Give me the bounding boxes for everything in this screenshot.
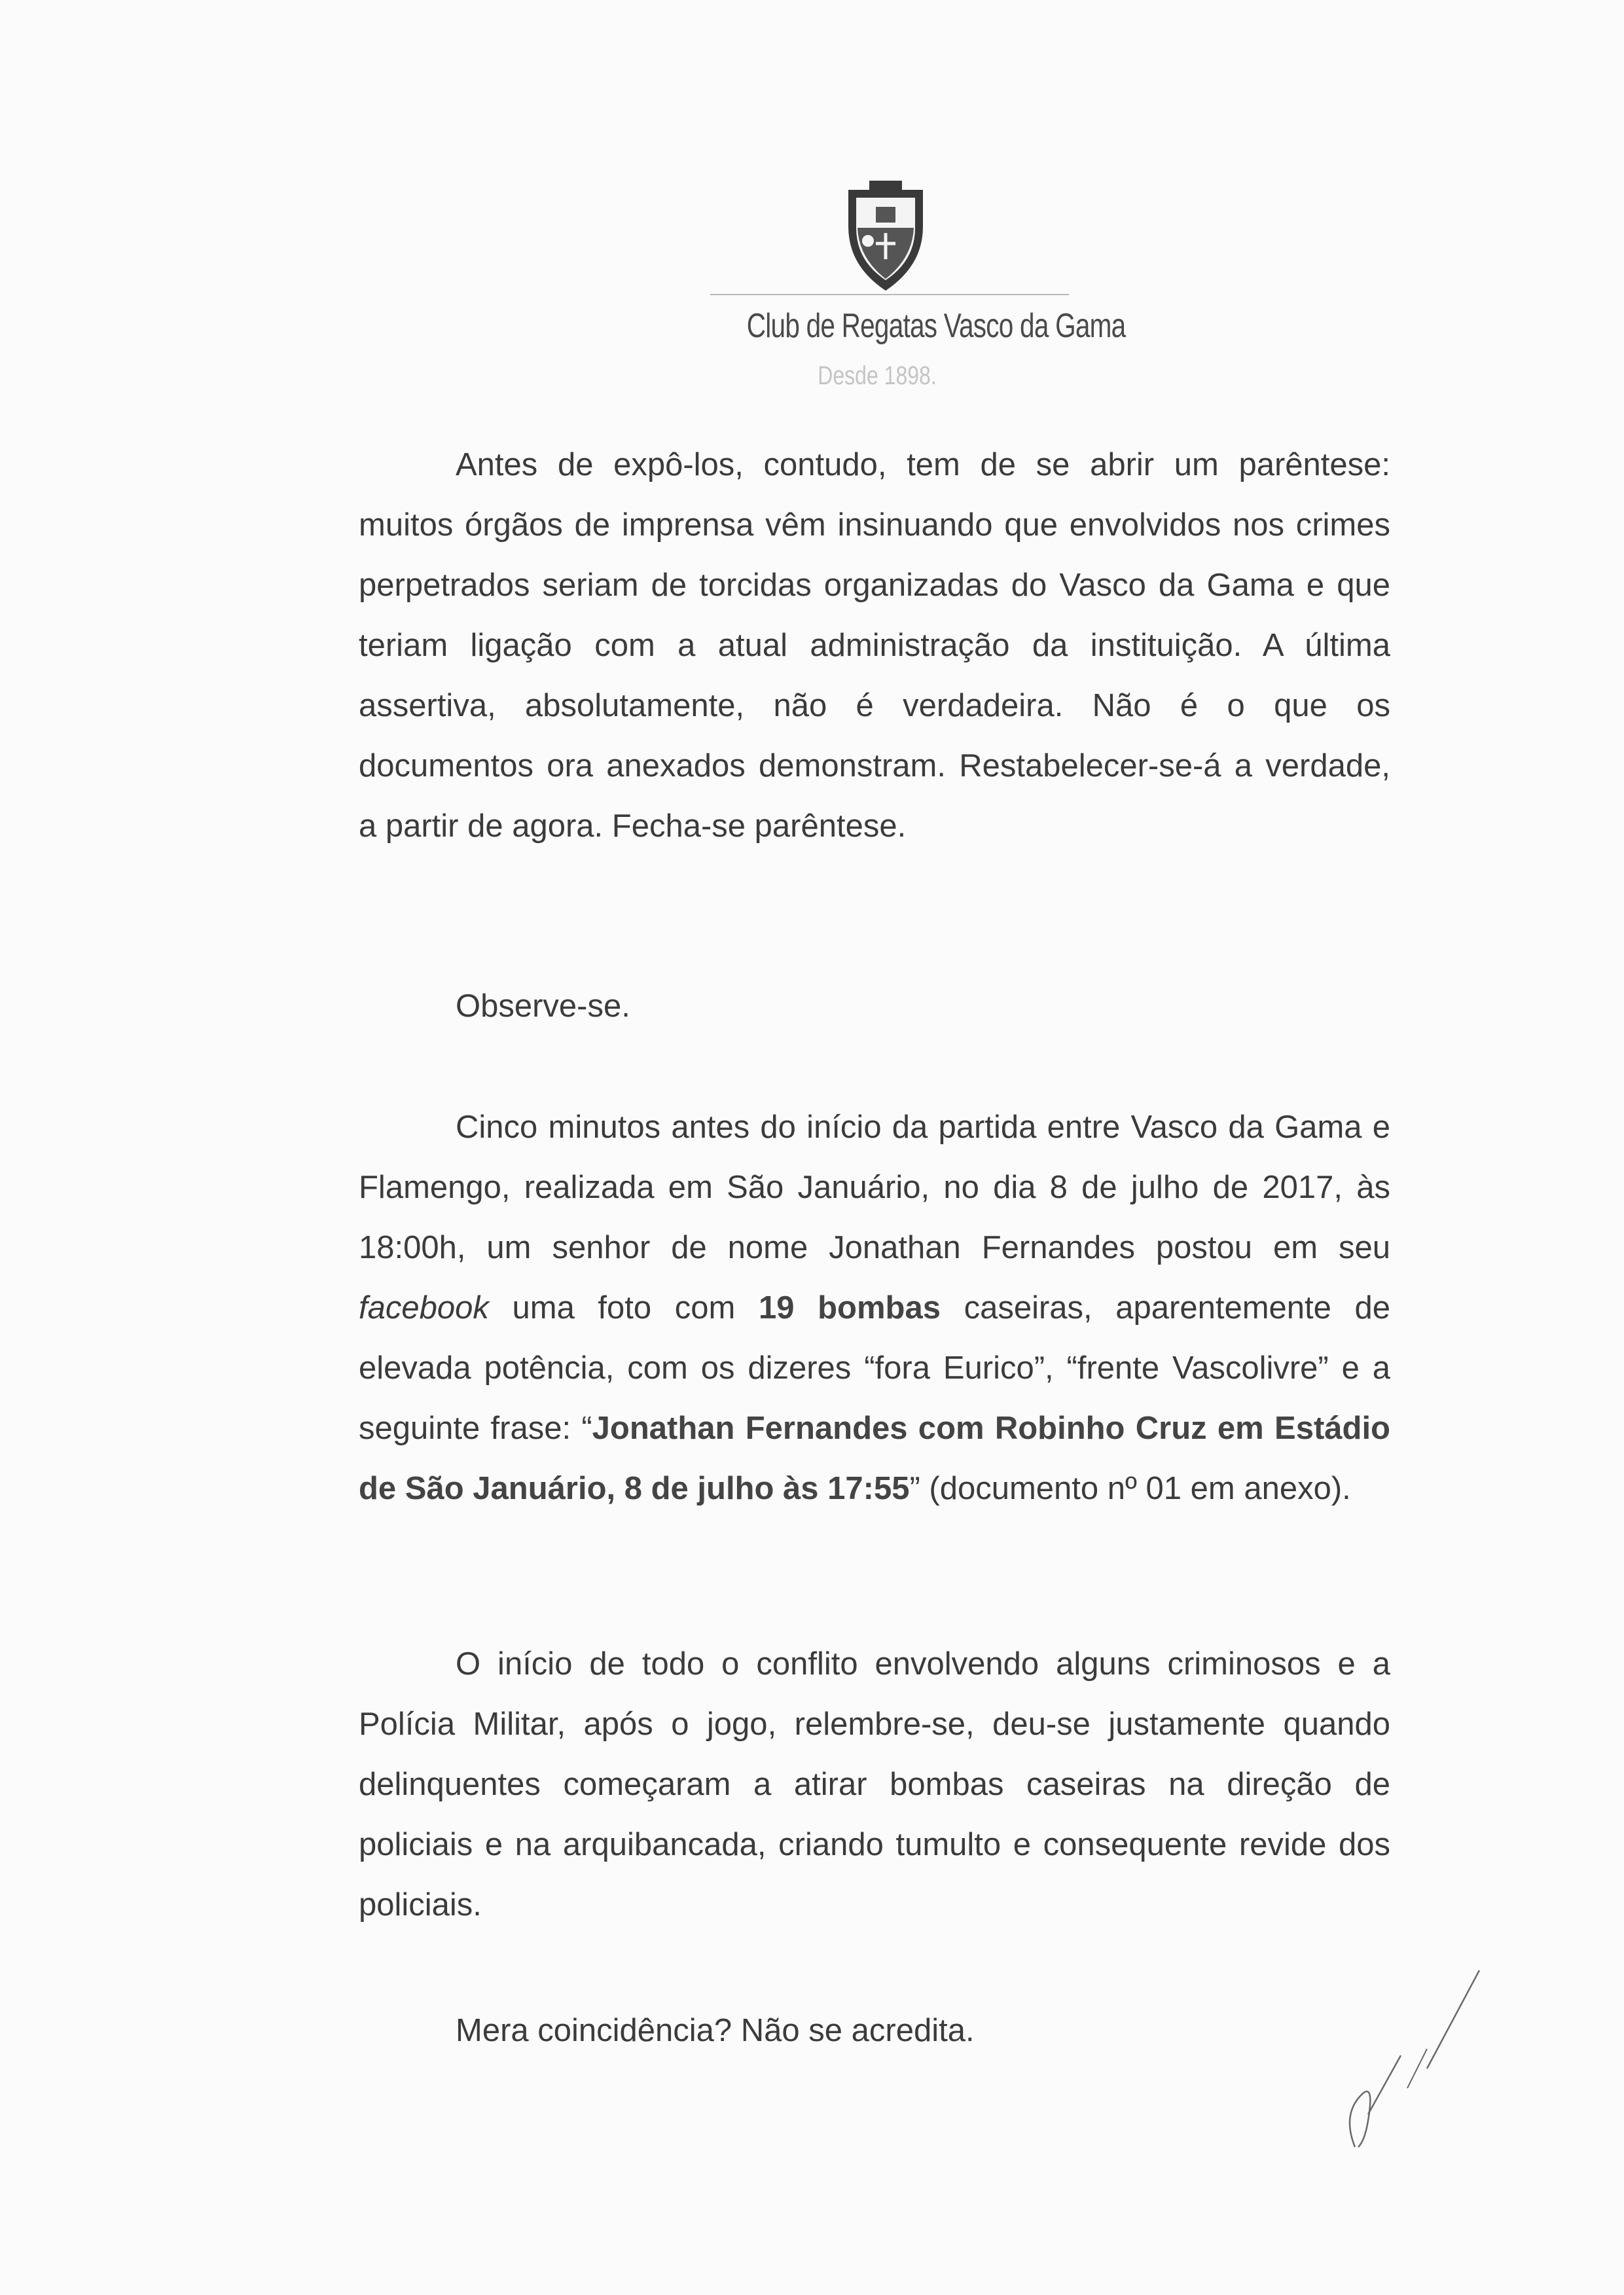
paragraph-1: [359, 435, 1390, 856]
paragraph-3: [359, 1097, 1390, 1519]
paragraph-3-text-g: ” (documento nº 01 em anexo).: [909, 1471, 1351, 1506]
paragraph-2-text: Observe-se.: [456, 988, 630, 1024]
paragraph-4: [359, 1634, 1390, 1935]
paragraph-3-bombs: 19 bombas: [758, 1290, 941, 1326]
signature-initials: [1329, 1957, 1486, 2154]
paragraph-3-facebook: facebook: [359, 1290, 489, 1326]
club-since: Desde 1898.: [818, 361, 937, 390]
paragraph-4-text: O início de todo o conflito envolvendo alguns criminosos e a Polícia Militar, após o jogo, relembre-se, deu-se justamente quando delinquentes começaram a atirar bombas caseiras na direção de policiais e na arquibancada, criando tumulto e consequente revide dos policiais.: [359, 1646, 1390, 1923]
club-crest-icon: [843, 181, 928, 293]
paragraph-5-text: Mera coincidência? Não se acredita.: [456, 2013, 975, 2048]
paragraph-3-text-c: uma foto com: [512, 1290, 736, 1326]
paragraph-3-text-e: caseiras, aparentemente de elevada potência, com os dizeres “fora Eurico”, “frente Vascolivre” e a seguinte frase: “: [359, 1290, 1390, 1446]
paragraph-1-text: Antes de expô-los, contudo, tem de se abrir um parêntese: muitos órgãos de imprensa vêm insinuando que envolvidos nos crimes perpetrados seriam de torcidas organizadas do Vasco da Gama e que teriam ligação com a atual administração da instituição. A última assertiva, absolutamente, não é verdadeira. Não é o que os documentos ora anexados demonstram. Restabelecer-se-á a verdade, a partir de agora. Fecha-se parêntese.: [359, 447, 1390, 844]
club-name: Club de Regatas Vasco da Gama: [746, 307, 1126, 345]
header-rule: [710, 294, 1069, 295]
paragraph-3-quote: Jonathan Fernandes com Robinho Cruz em Estádio de São Januário, 8 de julho às 17:55: [359, 1411, 1390, 1506]
paragraph-2: [359, 976, 1390, 1036]
paragraph-3-text-a: Cinco minutos antes do início da partida entre Vasco da Gama e Flamengo, realizada em São Januário, no dia 8 de julho de 2017, às 18:00h, um senhor de nome Jonathan Fernandes postou em seu: [359, 1110, 1390, 1265]
paragraph-5: [359, 2000, 1390, 2061]
